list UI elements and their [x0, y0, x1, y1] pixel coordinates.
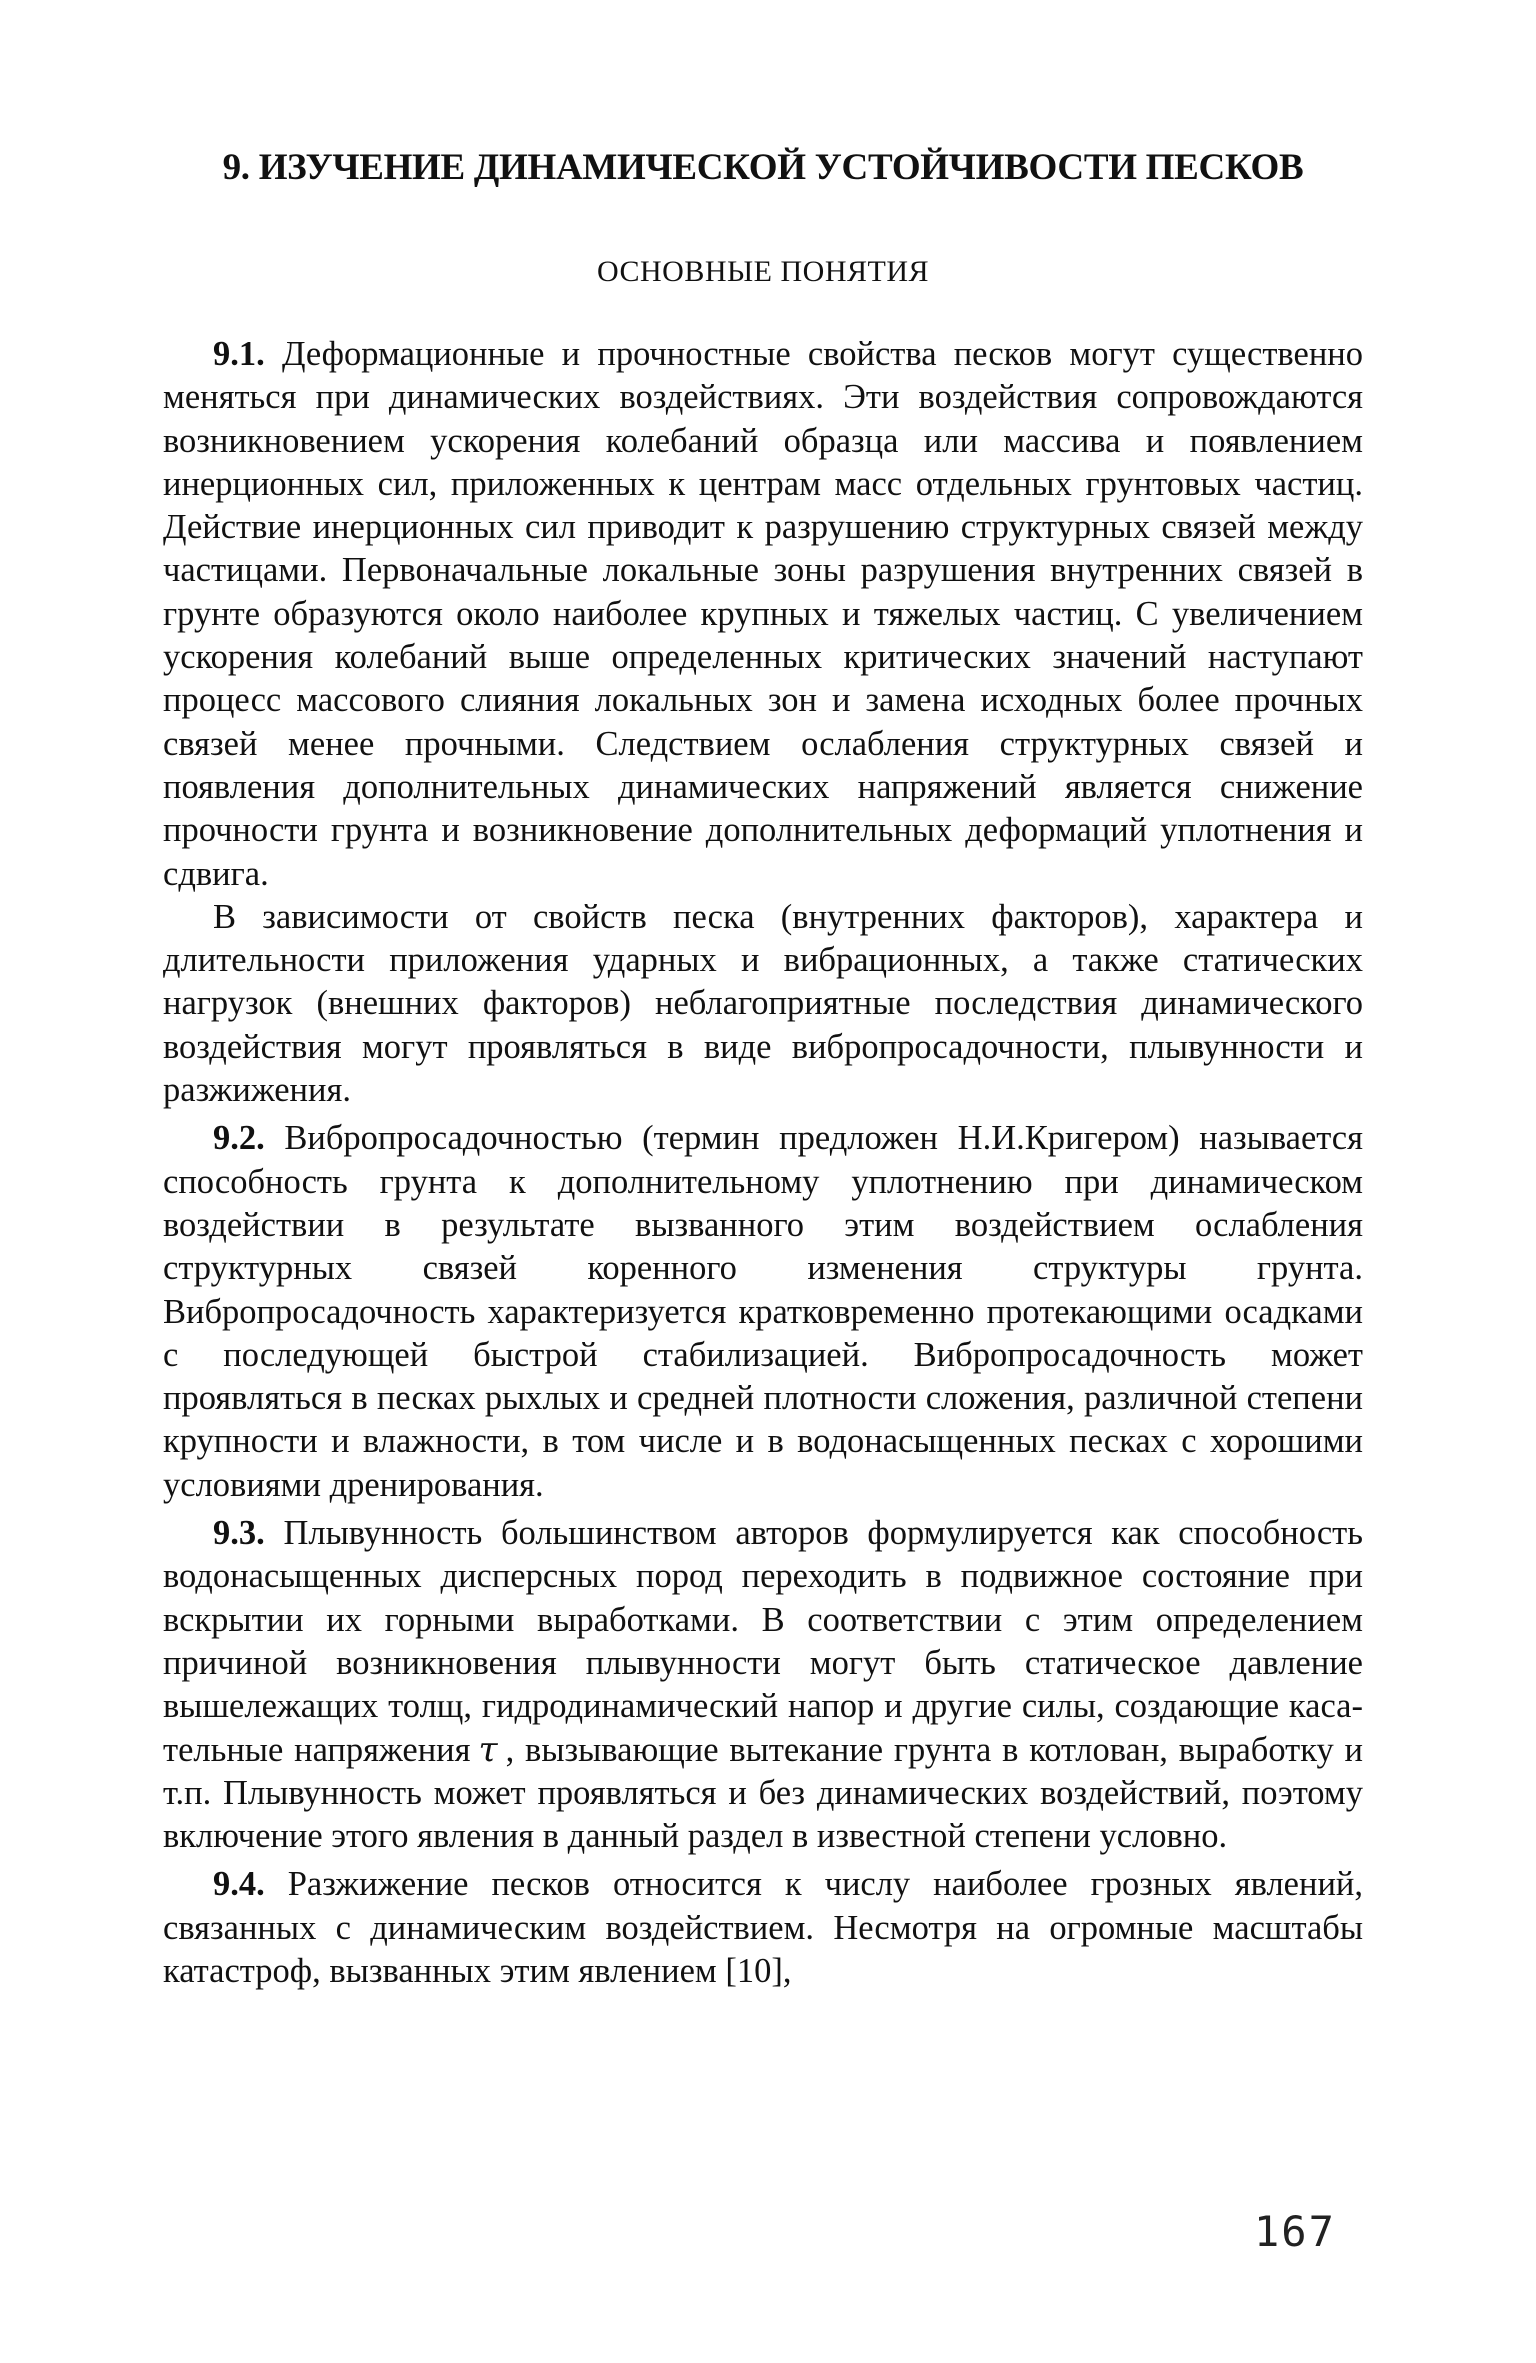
- tau-symbol: τ: [478, 1729, 498, 1770]
- paragraph-text: , вызывающие вытекание грунта в котлован, выработку и т.п. Плывунность может проявляться и без динамических воздействий, поэтому включение этого явления в данный раздел в известной степени условно.: [163, 1730, 1363, 1856]
- body-text: [163, 333, 1363, 1993]
- paragraph-9-1-continued: [163, 896, 1363, 1112]
- paragraph-number: 9.3.: [213, 1514, 265, 1553]
- section-title: ОСНОВНЫЕ ПОНЯТИЯ: [596, 255, 930, 288]
- paragraph-text: Разжижение песков относится к числу наиболее грозных явлений, связанных с динамическим воздействием. Несмотря на огромные масштабы катастроф, вызванных этим явлением [10],: [163, 1865, 1363, 1990]
- paragraph-text: В зависимости от свойств песка (внутренних факторов), характера и длительности приложения ударных и вибрационных, а также статических нагрузок (внешних факторов) неблагоприятные последствия динамического воздействия могут проявляться в виде вибропросадочности, плывунности и разжижения.: [163, 897, 1363, 1110]
- page-content: [163, 145, 1363, 1993]
- paragraph-number: 9.1.: [213, 335, 265, 373]
- paragraph-text: Плывунность большинством авторов формулируется как способность водонасыщенных дисперсных пород переходить в подвижное состояние при вскрытии их горными выработками. В соответствии с этим определением причиной возникновения плывунности могут быть статическое давление вышележащих толщ, гидродинамический напор и другие силы, создающие касательные напряжения: [163, 1514, 1363, 1769]
- paragraph-9-4: [163, 1863, 1363, 1993]
- page-number: 167: [1254, 2207, 1336, 2256]
- paragraph-9-1: [163, 333, 1363, 896]
- paragraph-9-3: [163, 1512, 1363, 1858]
- paragraph-text: Деформационные и прочностные свойства песков могут существенно меняться при динамических воздействиях. Эти воздействия сопровождаются возникновением ускорения колебаний образца или массива и появлением инерционных сил, приложенных к центрам масс отдельных грунтовых частиц. Действие инерционных сил приводит к разрушению структурных связей между частицами. Первоначальные локальные зоны разрушения внутренних связей в грунте образуются около наиболее крупных и тяжелых частиц. С увеличением ускорения колебаний выше определенных критических значений наступают процесс массового слияния локальных зон и замена исходных более прочных связей менее прочными. Следствием ослабления структурных связей и появления дополнительных динамических напряжений является снижение прочности грунта и возникновение дополнительных деформаций уплотнения и сдвига.: [163, 335, 1363, 893]
- paragraph-9-2: [163, 1117, 1363, 1507]
- paragraph-number: 9.4.: [213, 1865, 265, 1904]
- chapter-title: 9. ИЗУЧЕНИЕ ДИНАМИЧЕСКОЙ УСТОЙЧИВОСТИ ПЕСКОВ: [222, 147, 1304, 188]
- paragraph-number: 9.2.: [213, 1119, 265, 1158]
- paragraph-text: Вибропросадочностью (термин предложен Н.И.Кригером) называется способность грунта к дополнительному уплотнению при динамическом воздействии в результате вызванного этим воздействием ослабления структурных связей коренного изменения структуры грунта. Вибропросадочность характеризуется кратковременно протекающими осадками с последующей быстрой стабилизацией. Вибропросадочность может проявляться в песках рыхлых и средней плотности сложения, различной степени крупности и влажности, в том числе и в водонасыщенных песках с хорошими условиями дренирования.: [163, 1119, 1363, 1504]
